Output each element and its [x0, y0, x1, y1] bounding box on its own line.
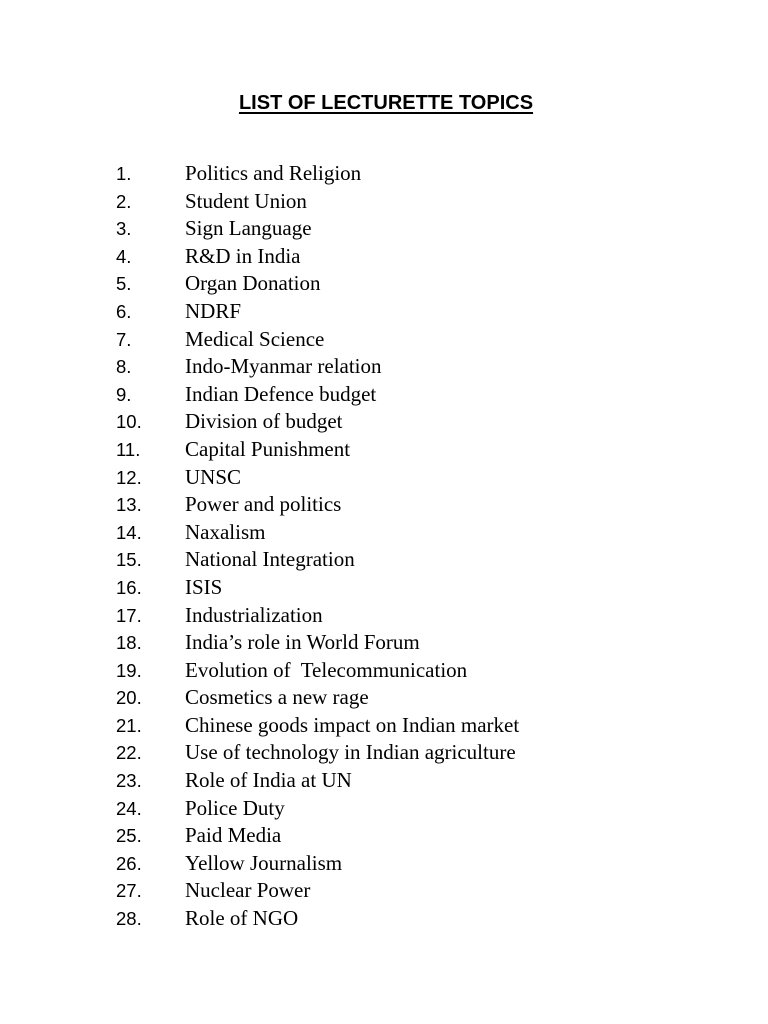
topic-text: Capital Punishment	[185, 436, 351, 461]
list-item	[0, 188, 768, 216]
topic-number: 5.	[116, 273, 132, 295]
topic-number: 19.	[116, 659, 142, 681]
topic-number: 7.	[116, 328, 132, 350]
topic-text: Medical Science	[185, 326, 325, 351]
topic-number: 27.	[116, 880, 142, 902]
topic-number: 3.	[116, 218, 132, 240]
topic-number: 22.	[116, 742, 142, 764]
list-item	[0, 657, 768, 685]
topic-number: 6.	[116, 300, 132, 322]
list-item	[0, 326, 768, 354]
list-item	[0, 215, 768, 243]
topic-number: 25.	[116, 825, 142, 847]
topic-number: 14.	[116, 521, 142, 543]
topic-text: Politics and Religion	[185, 161, 362, 185]
topic-text: National Integration	[185, 547, 355, 572]
list-item	[0, 905, 768, 933]
topic-number: 10.	[116, 411, 142, 433]
topic-number: 4.	[116, 245, 132, 267]
list-item	[0, 381, 768, 409]
topic-text: Nuclear Power	[185, 878, 311, 903]
topic-number: 17.	[116, 604, 142, 626]
topic-list	[0, 160, 768, 933]
list-item	[0, 298, 768, 326]
list-item	[0, 270, 768, 298]
topic-text: Yellow Journalism	[185, 850, 343, 875]
topic-number: 1.	[116, 163, 132, 184]
topic-text: Indian Defence budget	[185, 381, 377, 406]
topic-text: Evolution of Telecommunication	[185, 657, 468, 682]
topic-number: 13.	[116, 494, 142, 516]
topic-number: 23.	[116, 770, 142, 792]
list-item	[0, 243, 768, 271]
topic-text: Role of India at UN	[185, 768, 352, 793]
topic-text: Chinese goods impact on Indian market	[185, 712, 520, 737]
list-item	[0, 822, 768, 850]
topic-text: ISIS	[185, 574, 223, 599]
topic-text: Naxalism	[185, 519, 266, 544]
list-item	[0, 712, 768, 740]
topic-text: Police Duty	[185, 795, 285, 820]
list-item	[0, 519, 768, 547]
page-title	[0, 89, 768, 117]
list-item	[0, 160, 768, 188]
topic-number: 9.	[116, 383, 132, 405]
topic-text: Power and politics	[185, 492, 342, 517]
topic-text: Organ Donation	[185, 271, 321, 296]
list-item	[0, 795, 768, 823]
topic-text: Industrialization	[185, 602, 323, 627]
list-item	[0, 464, 768, 492]
list-item	[0, 629, 768, 657]
topic-number: 20.	[116, 687, 142, 709]
topic-text: NDRF	[185, 298, 242, 323]
topic-number: 2.	[116, 190, 132, 212]
list-item	[0, 739, 768, 767]
topic-text: Cosmetics a new rage	[185, 685, 369, 710]
list-item	[0, 491, 768, 519]
list-item	[0, 877, 768, 905]
page-title-text: LIST OF LECTURETTE TOPICS	[238, 92, 534, 114]
topic-number: 16.	[116, 576, 142, 598]
topic-number: 12.	[116, 466, 142, 488]
topic-text: Sign Language	[185, 216, 312, 241]
list-item	[0, 574, 768, 602]
topic-number: 8.	[116, 356, 132, 378]
topic-text: UNSC	[185, 464, 242, 489]
list-item	[0, 684, 768, 712]
list-item	[0, 353, 768, 381]
list-item	[0, 767, 768, 795]
topic-number: 21.	[116, 714, 142, 736]
topic-text: Division of budget	[185, 409, 343, 434]
topic-text: Role of NGO	[185, 906, 299, 931]
topic-number: 26.	[116, 852, 142, 874]
list-item	[0, 546, 768, 574]
topic-number: 18.	[116, 632, 142, 654]
topic-text: R&D in India	[185, 243, 301, 268]
topic-text: Student Union	[185, 188, 307, 213]
list-item	[0, 602, 768, 630]
topic-text: India’s role in World Forum	[185, 630, 420, 655]
list-item	[0, 436, 768, 464]
topic-number: 28.	[116, 908, 142, 930]
topic-text: Paid Media	[185, 823, 282, 848]
topic-number: 15.	[116, 549, 142, 571]
topic-text: Indo-Myanmar relation	[185, 354, 382, 379]
list-item	[0, 408, 768, 436]
list-item	[0, 850, 768, 878]
topic-text: Use of technology in Indian agriculture	[185, 740, 516, 765]
topic-number: 11.	[116, 438, 141, 460]
topic-number: 24.	[116, 797, 142, 819]
